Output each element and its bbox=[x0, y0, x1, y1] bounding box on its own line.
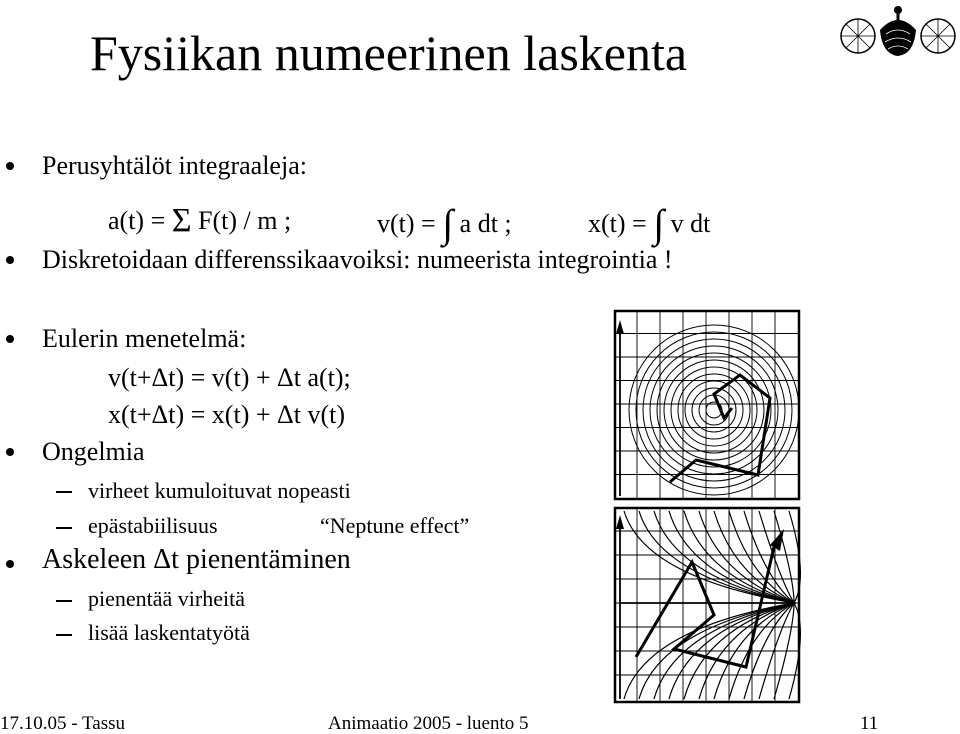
spiral-field-diagram bbox=[614, 310, 800, 500]
bullet-dot bbox=[6, 162, 14, 170]
sub-instability: epästabiilisuus bbox=[88, 513, 218, 538]
equation-velocity bbox=[377, 201, 512, 246]
equation-text: a(t) = bbox=[108, 206, 166, 235]
integral-symbol: ∫ bbox=[653, 201, 665, 246]
footer-course-title: Animaatio 2005 - luento 5 bbox=[328, 713, 529, 734]
bullet-discretization: Diskretoidaan differenssikaavoiksi: numeerista integrointia ! bbox=[42, 245, 673, 274]
footer-page-number: 11 bbox=[860, 713, 879, 734]
sub-errors-accumulate: virheet kumuloituvat nopeasti bbox=[88, 478, 351, 503]
buckyball-logo-icon bbox=[838, 2, 958, 62]
equation-text: x(t) = bbox=[588, 209, 647, 238]
bullet-dot bbox=[6, 256, 14, 264]
sub-bullet-dash bbox=[56, 634, 72, 636]
bullet-reduce-step: Askeleen Δt pienentäminen bbox=[42, 544, 351, 575]
euler-velocity-formula: v(t+Δt) = v(t) + Δt a(t); bbox=[108, 363, 351, 392]
bullet-dot bbox=[6, 335, 14, 343]
euler-position-formula: x(t+Δt) = x(t) + Δt v(t) bbox=[108, 400, 345, 429]
bullet-dot bbox=[6, 560, 14, 568]
integral-symbol: ∫ bbox=[442, 201, 454, 246]
bullet-integral-equations: Perusyhtälöt integraaleja: bbox=[42, 151, 307, 180]
bullet-dot bbox=[6, 448, 14, 456]
sub-reduces-errors: pienentää virheitä bbox=[88, 586, 245, 611]
equation-text: v dt bbox=[670, 209, 711, 238]
sub-bullet-dash bbox=[56, 527, 72, 529]
equation-text: F(t) / m ; bbox=[198, 206, 292, 235]
sub-neptune-effect: “Neptune effect” bbox=[320, 513, 470, 538]
equation-text: a dt ; bbox=[459, 209, 512, 238]
flow-field-diagram bbox=[614, 507, 800, 703]
equation-text: v(t) = bbox=[377, 209, 436, 238]
footer-date-author: 17.10.05 - Tassu bbox=[0, 713, 125, 734]
equation-acceleration bbox=[108, 204, 291, 238]
sub-bullet-dash bbox=[56, 600, 72, 602]
equation-position bbox=[588, 201, 711, 246]
sigma-symbol: Σ bbox=[171, 202, 192, 239]
sub-bullet-dash bbox=[56, 491, 72, 493]
slide-title: Fysiikan numeerinen laskenta bbox=[90, 25, 688, 81]
bullet-euler-method: Eulerin menetelmä: bbox=[42, 324, 247, 353]
sub-more-computation: lisää laskentatyötä bbox=[88, 620, 250, 645]
bullet-problems: Ongelmia bbox=[42, 437, 145, 466]
